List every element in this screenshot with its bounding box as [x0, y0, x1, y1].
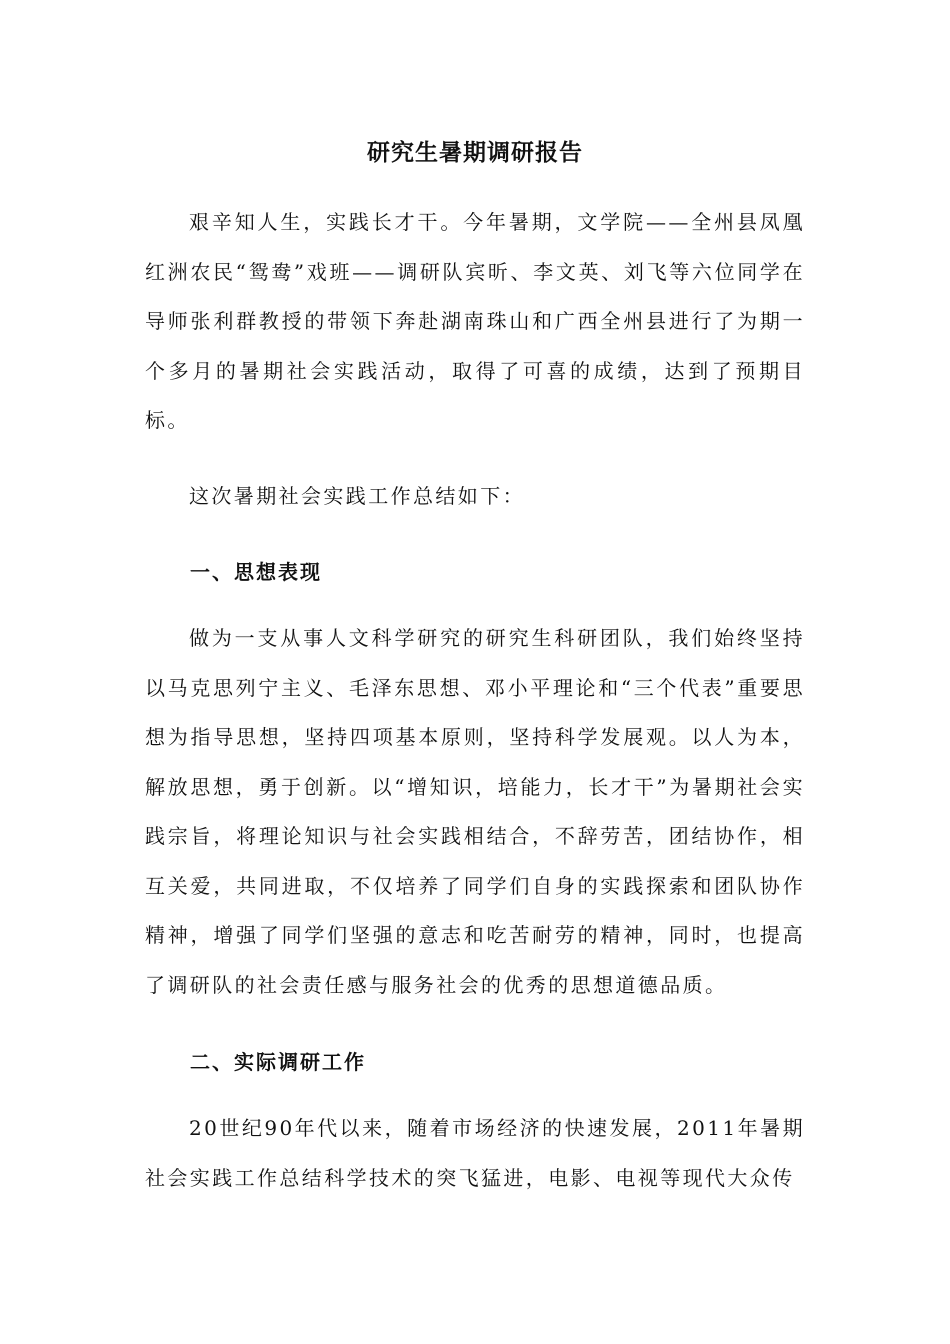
section-research-work-body: 20世纪90年代以来，随着市场经济的快速发展，2011年暑期社会实践工作总结科学技术的突飞猛进，电影、电视等现代大众传 [145, 1116, 805, 1190]
summary-intro-paragraph: 这次暑期社会实践工作总结如下： [189, 484, 525, 508]
intro-paragraph: 艰辛知人生，实践长才干。今年暑期，文学院——全州县凤凰红洲农民“鸳鸯”戏班——调研队宾昕、李文英、刘飞等六位同学在导师张利群教授的带领下奔赴湖南珠山和广西全州县进行了为期一个多月的暑期社会实践活动，取得了可喜的成绩，达到了预期目标。 [145, 210, 805, 432]
section-heading-ideology: 一、思想表现 [190, 560, 322, 584]
section-ideology-body: 做为一支从事人文科学研究的研究生科研团队，我们始终坚持以马克思列宁主义、毛泽东思想、邓小平理论和“三个代表”重要思想为指导思想，坚持四项基本原则，坚持科学发展观。以人为本，解放思想，勇于创新。以“增知识，培能力，长才干”为暑期社会实践宗旨，将理论知识与社会实践相结合，不辞劳苦，团结协作，相互关爱，共同进取，不仅培养了同学们自身的实践探索和团队协作精神，增强了同学们坚强的意志和吃苦耐劳的精神，同时，也提高了调研队的社会责任感与服务社会的优秀的思想道德品质。 [145, 626, 805, 997]
section-heading-research-work: 二、实际调研工作 [190, 1050, 366, 1074]
document-title: 研究生暑期调研报告 [367, 139, 583, 166]
